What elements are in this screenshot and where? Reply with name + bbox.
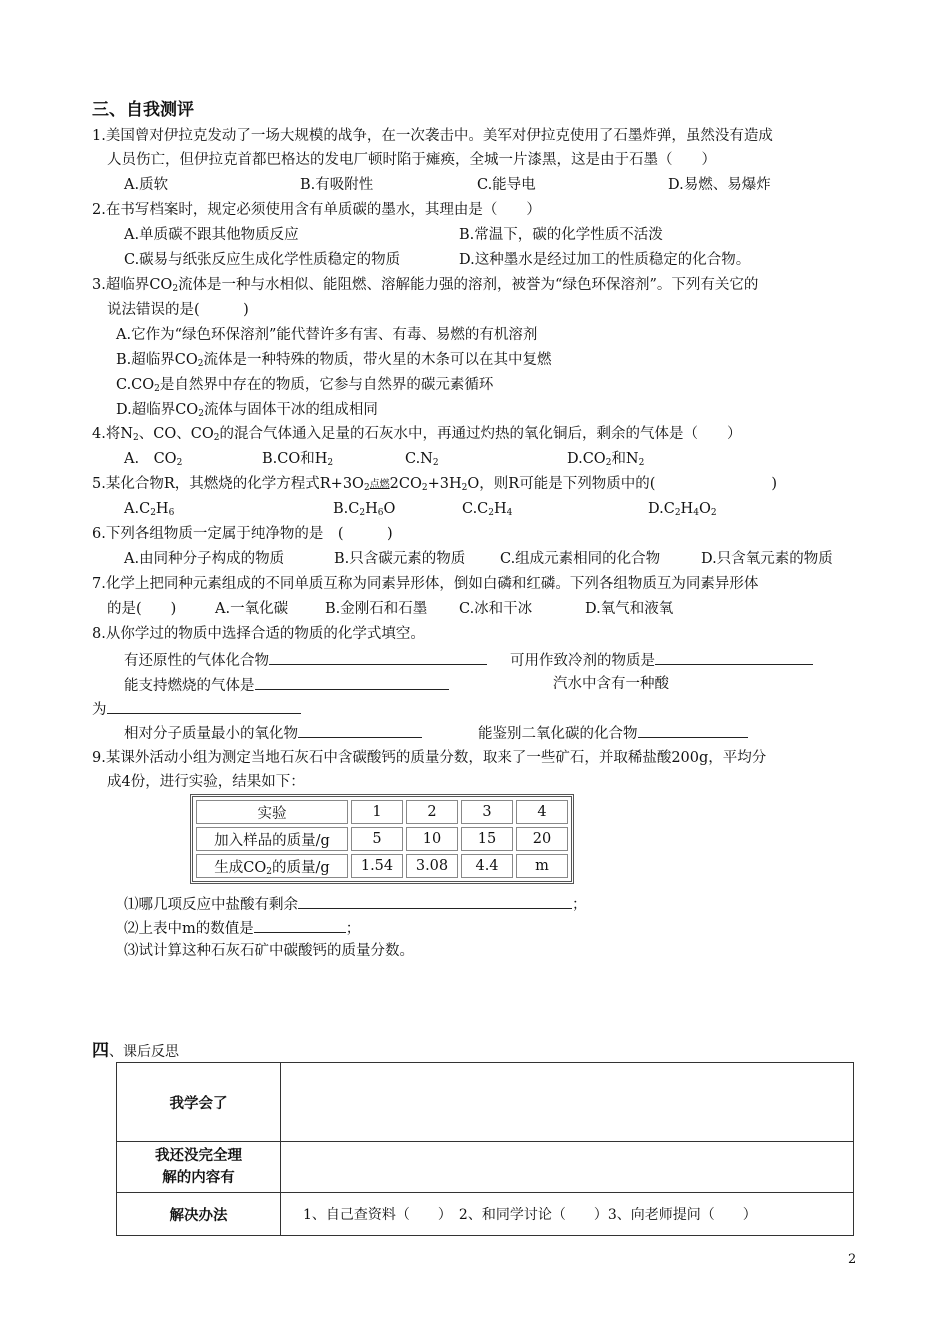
q8-prompt-soda-acid-cont: 为 [92,698,301,720]
table-cell: 加入样品的质量/g [196,827,348,851]
question-5-stem: 5.某化合物R，其燃烧的化学方程式$R+3O_2$点燃$2CO_2+3H_2O$，则R可能是下列物质中的( ) [92,476,778,493]
question-1-option-a: A.质软 [124,177,169,193]
table-cell: 实验 [196,800,348,824]
reflection-input-learned[interactable] [281,1063,854,1142]
question-5-option-b: $B.C_2H_6O$ [333,501,396,518]
reflection-input-not-understood[interactable] [281,1142,854,1193]
question-7-option-d: D.氧气和液氧 [585,601,674,617]
question-4-option-a: A. $CO_2$ [124,451,183,468]
reflection-label-learned: 我学会了 [117,1063,281,1142]
question-6-option-c: C.组成元素相同的化合物 [500,551,661,567]
answer-blank[interactable] [254,917,346,933]
table-cell: 2 [406,800,458,824]
question-5-option-c: $C.C_2H_4$ [462,501,513,518]
question-3-option-a: A.它作为“绿色环保溶剂”能代替许多有害、有毒、易燃的有机溶剂 [116,327,538,343]
question-4-option-d: $D.CO_2$和$N_2$ [567,451,645,468]
question-9-sub-2: ⑵上表中m的数值是 ； [124,917,360,939]
reflection-label-not-understood: 我还没完全理 解的内容有 [117,1142,281,1193]
question-1-line2: 人员伤亡，但伊拉克首都巴格达的发电厂顿时陷于瘫痪，全城一片漆黑，这是由于石墨（ ） [107,152,716,168]
question-5-option-d: $D.C_2H_4O_2$ [648,501,717,518]
table-cell: 15 [461,827,513,851]
question-9-line2: 成4份，进行实验，结果如下： [107,774,305,790]
reflection-solution-options[interactable]: 1、自己查资料（ ） 2、和同学讨论（ ）3、向老师提问（ ） [281,1193,854,1236]
question-3-line2: 说法错误的是( ) [107,302,249,318]
table-cell: 3 [461,800,513,824]
question-3-option-d: D.超临界$CO_2$流体与固体干冰的组成相同 [116,402,378,419]
answer-blank[interactable] [298,722,422,738]
question-4-option-b: B.CO和$H_2$ [262,451,334,468]
question-6-option-a: A.由同种分子构成的物质 [124,551,285,567]
question-9-sub-1: ⑴哪几项反应中盐酸有剩余 ； [124,893,587,915]
question-2-option-b: B.常温下，碳的化学性质不活泼 [459,227,663,243]
question-4-stem: 4.将$N_2$、CO、$CO_2$的混合气体通入足量的石灰水中，再通过灼热的氧化铜后，剩余的气体是（ ） [92,426,742,443]
table-cell: 4.4 [461,854,513,878]
question-3-line1: 3.超临界$CO_2$流体是一种与水相似、能阻燃、溶解能力强的溶剂，被誉为“绿色环保溶剂”。下列有关它的 [92,277,759,294]
question-7-line1: 7.化学上把同种元素组成的不同单质互称为同素异形体，倒如白磷和红磷。下列各组物质互为同素异形体 [92,576,759,592]
question-5-option-a: $A.C_2H_6$ [124,501,175,518]
question-6-stem: 6.下列各组物质一定属于纯净物的是 ( ) [92,526,393,542]
section-title-self-assessment: 三、自我测评 [92,100,194,120]
experiment-table [190,794,574,884]
table-row [196,827,568,851]
answer-blank[interactable] [655,649,813,665]
question-7-line2: 的是( ) [107,601,177,617]
q8-prompt-soda-acid: 汽水中含有一种酸 [553,676,669,692]
q8-prompt-combustion-gas: 能支持燃烧的气体是 [124,674,449,696]
question-2-stem: 2.在书写档案时，规定必须使用含有单质碳的墨水，其理由是（ ） [92,202,541,218]
answer-blank[interactable] [638,722,748,738]
answer-blank[interactable] [298,893,572,909]
table-cell: 5 [351,827,403,851]
question-7-option-b: B.金刚石和石墨 [325,601,428,617]
table-header-row [196,800,568,824]
q8-prompt-smallest-oxide: 相对分子质量最小的氧化物 [124,722,422,744]
table-row [117,1193,854,1236]
table-cell: 10 [406,827,458,851]
table-row [117,1142,854,1193]
q8-prompt-reducing-gas: 有还原性的气体化合物 [124,649,487,671]
answer-blank[interactable] [255,674,449,690]
question-6-option-d: D.只含氧元素的物质 [701,551,833,567]
table-cell: m [516,854,568,878]
q8-prompt-refrigerant: 可用作致冷剂的物质是 [510,649,813,671]
question-1-option-c: C.能导电 [477,177,536,193]
question-2-option-d: D.这种墨水是经过加工的性质稳定的化合物。 [459,252,751,268]
question-6-option-b: B.只含碳元素的物质 [334,551,466,567]
answer-blank[interactable] [107,698,301,714]
question-9-sub-3: ⑶试计算这种石灰石矿中碳酸钙的质量分数。 [124,943,414,959]
reflection-label-solution: 解决办法 [117,1193,281,1236]
ignite-condition: 点燃 [369,479,390,490]
question-2-option-a: A.单质碳不跟其他物质反应 [124,227,299,243]
question-1-option-d: D.易燃、易爆炸 [668,177,771,193]
table-row [117,1063,854,1142]
question-4-option-c: $C.N_2$ [405,451,439,468]
page-number: 2 [848,1252,857,1267]
question-2-option-c: C.碳易与纸张反应生成化学性质稳定的物质 [124,252,401,268]
q8-prompt-co2-detector: 能鉴别二氧化碳的化合物 [478,722,748,744]
table-cell: 20 [516,827,568,851]
question-7-option-a: A.一氧化碳 [215,601,289,617]
table-row [196,854,568,878]
table-cell: 3.08 [406,854,458,878]
reflection-table [116,1062,854,1236]
question-9-line1: 9.某课外活动小组为测定当地石灰石中含碳酸钙的质量分数，取来了一些矿石，并取稀盐酸200g，平均分 [92,750,767,766]
question-7-option-c: C.冰和干冰 [459,601,533,617]
question-8-stem: 8.从你学过的物质中选择合适的物质的化学式填空。 [92,626,425,642]
table-cell: 1 [351,800,403,824]
question-1-line1: 1.美国曾对伊拉克发动了一场大规模的战争，在一次袭击中。美军对伊拉克使用了石墨炸弹，虽然没有造成 [92,128,773,144]
question-3-option-b: B.超临界$CO_2$流体是一种特殊的物质，带火星的木条可以在其中复燃 [116,352,552,369]
table-cell: 4 [516,800,568,824]
table-cell: 1.54 [351,854,403,878]
table-cell: 生成$CO_2$的质量/g [196,854,348,878]
question-1-option-b: B.有吸附性 [300,177,374,193]
question-3-option-c: $C.CO_2$是自然界中存在的物质，它参与自然界的碳元素循环 [116,377,494,394]
answer-blank[interactable] [269,649,487,665]
section-title-reflection: 四、课后反思 [92,1041,179,1061]
